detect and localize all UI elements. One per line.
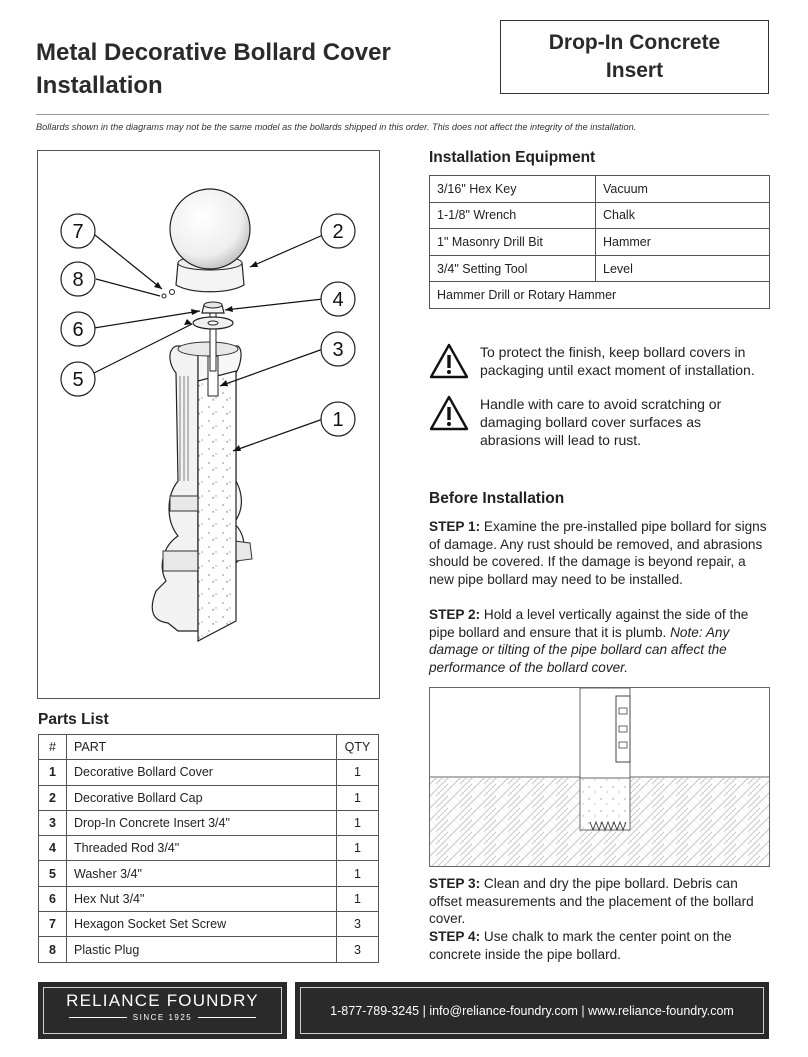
table-row: [39, 886, 379, 911]
header-divider: [36, 114, 769, 115]
callout-label: 7: [72, 221, 84, 243]
part-qty: 3: [337, 912, 379, 937]
table-row: [39, 861, 379, 886]
part-qty: 1: [337, 760, 379, 785]
equipment-cell: Hammer Drill or Rotary Hammer: [430, 282, 770, 309]
before-heading: Before Installation: [429, 490, 565, 507]
part-number: 4: [39, 836, 67, 861]
step-3: [429, 875, 771, 928]
warning-text: To protect the finish, keep bollard covers in packaging until exact moment of installation.: [480, 344, 755, 378]
part-name: Decorative Bollard Cover: [67, 760, 337, 785]
equipment-cell: Vacuum: [596, 176, 770, 203]
callout-label: 2: [332, 221, 344, 243]
part-name: Hexagon Socket Set Screw: [67, 912, 337, 937]
equipment-cell: Level: [596, 255, 770, 282]
part-number: 7: [39, 912, 67, 937]
page-title: Metal Decorative Bollard Cover Installation: [36, 39, 391, 99]
step-text: Hold a level vertically against the side of the pipe bollard and ensure that it is plumb.: [429, 607, 749, 640]
brand-since: SINCE 1925: [38, 1013, 287, 1022]
table-row: [39, 760, 379, 785]
exploded-diagram: [37, 150, 380, 699]
equipment-heading: Installation Equipment: [429, 149, 596, 166]
table-header-row: [39, 735, 379, 760]
brand-name: RELIANCE FOUNDRY: [66, 991, 259, 1010]
part-qty: 1: [337, 861, 379, 886]
table-row: [430, 255, 770, 282]
step-4: [429, 928, 771, 963]
column-header: PART: [67, 735, 337, 760]
part-number: 8: [39, 937, 67, 962]
level-check-diagram: [429, 687, 770, 867]
equipment-cell: 1-1/8" Wrench: [430, 202, 596, 229]
callout-label: 1: [332, 409, 344, 431]
warning-icon: [429, 343, 469, 379]
table-row: [39, 912, 379, 937]
table-row: [430, 176, 770, 203]
part-number: 5: [39, 861, 67, 886]
equipment-table: [429, 175, 770, 309]
part-qty: 1: [337, 785, 379, 810]
part-number: 6: [39, 886, 67, 911]
table-row: [39, 810, 379, 835]
callout-label: 5: [72, 369, 84, 391]
contact-info: 1-877-789-3245 | info@reliance-foundry.com | www.reliance-foundry.com: [300, 987, 764, 1034]
equipment-cell: Hammer: [596, 229, 770, 256]
step-label: STEP 1:: [429, 519, 481, 534]
part-name: Washer 3/4": [67, 861, 337, 886]
callout-label: 6: [72, 319, 84, 341]
part-number: 1: [39, 760, 67, 785]
part-name: Threaded Rod 3/4": [67, 836, 337, 861]
callout-label: 8: [72, 269, 84, 291]
column-header: QTY: [337, 735, 379, 760]
part-qty: 1: [337, 810, 379, 835]
step-note: Note: Any damage or tilting of the pipe bollard can affect the performance of the bollard cover.: [429, 624, 730, 675]
part-name: Plastic Plug: [67, 937, 337, 962]
plumb-illustration: [430, 688, 770, 867]
step-text: Examine the pre-installed pipe bollard for signs of damage. Any rust should be removed, and abrasions should be covered. If the damage is beyond repair, a new pipe bollard may need to be installed.: [429, 519, 767, 587]
equipment-cell: Chalk: [596, 202, 770, 229]
bollard-illustration: [38, 151, 380, 699]
table-row: [39, 937, 379, 962]
warning-text: Handle with care to avoid scratching or damaging bollard cover surfaces as abrasions will lead to rust.: [480, 396, 722, 448]
part-qty: 3: [337, 937, 379, 962]
disclaimer: Bollards shown in the diagrams may not be the same model as the bollards shipped in this order. This does not affect the integrity of the installation.: [36, 122, 637, 132]
table-row: [39, 836, 379, 861]
table-row: [430, 202, 770, 229]
step-text: Clean and dry the pipe bollard. Debris can offset measurements and the placement of the bollard cover.: [429, 876, 754, 927]
contact-bar: [295, 982, 769, 1039]
warning-notice: [429, 343, 764, 379]
step-text: Use chalk to mark the center point on the concrete inside the pipe bollard.: [429, 929, 732, 962]
part-number: 3: [39, 810, 67, 835]
part-name: Drop-In Concrete Insert 3/4": [67, 810, 337, 835]
parts-heading: Parts List: [38, 711, 109, 728]
table-row: [430, 282, 770, 309]
install-type-box: Drop-In Concrete Insert: [500, 20, 769, 94]
step-2: [429, 606, 771, 676]
table-row: [39, 785, 379, 810]
warning-notice: [429, 395, 764, 449]
step-label: STEP 4:: [429, 929, 481, 944]
column-header: #: [39, 735, 67, 760]
part-qty: 1: [337, 836, 379, 861]
part-number: 2: [39, 785, 67, 810]
equipment-cell: 1" Masonry Drill Bit: [430, 229, 596, 256]
callout-label: 3: [332, 339, 344, 361]
brand-logo: [38, 982, 287, 1039]
step-1: [429, 518, 771, 588]
step-label: STEP 3:: [429, 876, 481, 891]
table-row: [430, 229, 770, 256]
warning-icon: [429, 395, 469, 431]
part-name: Decorative Bollard Cap: [67, 785, 337, 810]
part-qty: 1: [337, 886, 379, 911]
parts-table: [38, 734, 379, 963]
step-label: STEP 2:: [429, 607, 481, 622]
callout-label: 4: [332, 289, 344, 311]
part-name: Hex Nut 3/4": [67, 886, 337, 911]
equipment-cell: 3/4" Setting Tool: [430, 255, 596, 282]
equipment-cell: 3/16" Hex Key: [430, 176, 596, 203]
